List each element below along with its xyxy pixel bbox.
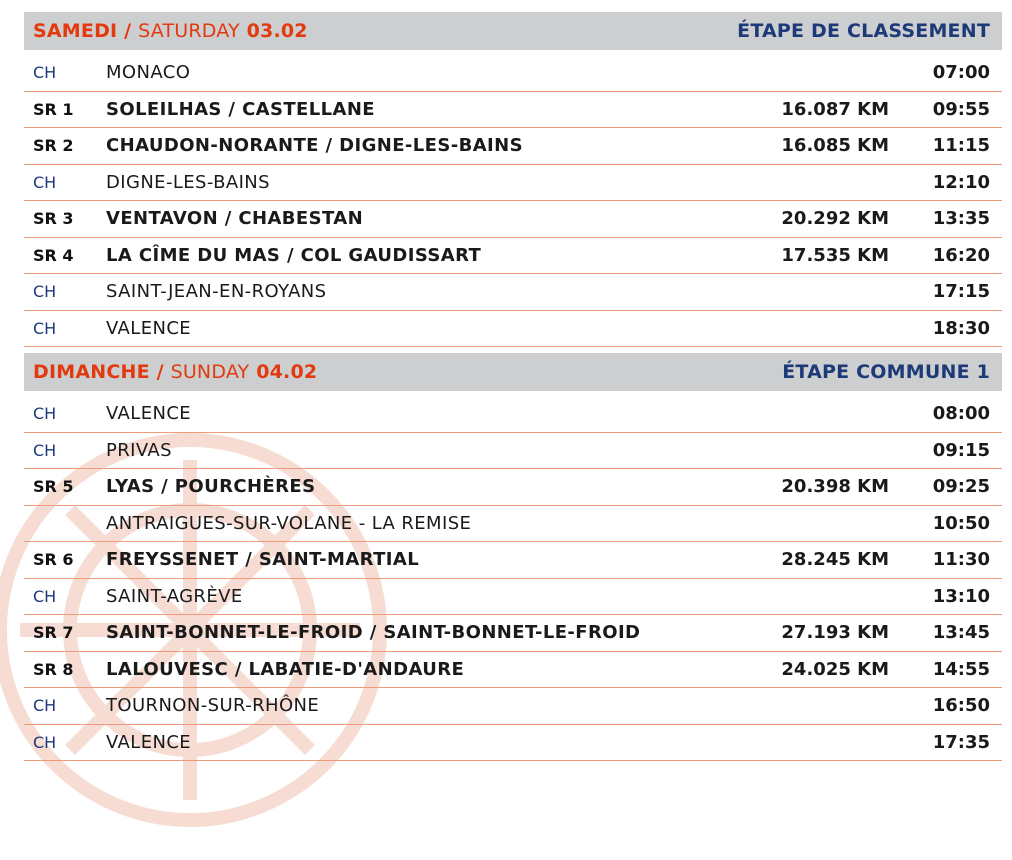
start-time: 16:50 bbox=[932, 695, 990, 717]
start-time: 07:00 bbox=[932, 62, 990, 84]
table-row bbox=[24, 725, 1002, 762]
table-row bbox=[24, 311, 1002, 348]
distance: 28.245 KM bbox=[781, 549, 889, 571]
distance: 24.025 KM bbox=[781, 658, 889, 680]
location-name: LALOUVESC / LABATIE-D'ANDAURE bbox=[106, 658, 465, 680]
stage-code: CH bbox=[33, 440, 57, 460]
schedule-table bbox=[24, 12, 1002, 761]
table-row bbox=[24, 55, 1002, 92]
start-time: 17:35 bbox=[932, 731, 990, 753]
distance: 16.087 KM bbox=[781, 98, 889, 120]
stage-code: CH bbox=[33, 732, 57, 752]
start-time: 09:55 bbox=[932, 98, 990, 120]
day-name-en: SUNDAY bbox=[170, 361, 250, 383]
start-time: 13:35 bbox=[932, 208, 990, 230]
location-name: VALENCE bbox=[106, 317, 192, 339]
day-header bbox=[24, 353, 1002, 391]
start-time: 16:20 bbox=[932, 244, 990, 266]
location-name: SAINT-AGRÈVE bbox=[106, 585, 243, 607]
location-name: MONACO bbox=[106, 62, 191, 84]
table-row bbox=[24, 201, 1002, 238]
start-time: 11:30 bbox=[932, 549, 990, 571]
day-title bbox=[33, 361, 317, 383]
day-name-en: SATURDAY bbox=[138, 20, 240, 42]
table-row bbox=[24, 506, 1002, 543]
stage-code: CH bbox=[33, 282, 57, 302]
table-row bbox=[24, 615, 1002, 652]
stage-code: SR 8 bbox=[33, 659, 74, 679]
location-name: VENTAVON / CHABESTAN bbox=[106, 208, 364, 230]
start-time: 09:15 bbox=[932, 439, 990, 461]
location-name: VALENCE bbox=[106, 403, 192, 425]
stage-code: CH bbox=[33, 586, 57, 606]
table-row bbox=[24, 542, 1002, 579]
day-name-fr: DIMANCHE / bbox=[33, 361, 164, 383]
distance: 27.193 KM bbox=[781, 622, 889, 644]
table-row bbox=[24, 433, 1002, 470]
location-name: ANTRAIGUES-SUR-VOLANE - LA REMISE bbox=[106, 512, 472, 534]
distance: 20.292 KM bbox=[781, 208, 889, 230]
start-time: 17:15 bbox=[932, 281, 990, 303]
location-name: LA CÎME DU MAS / COL GAUDISSART bbox=[106, 244, 482, 266]
day-date: 04.02 bbox=[256, 361, 318, 383]
table-row bbox=[24, 128, 1002, 165]
location-name: CHAUDON-NORANTE / DIGNE-LES-BAINS bbox=[106, 135, 523, 157]
distance: 20.398 KM bbox=[781, 476, 889, 498]
location-name: SOLEILHAS / CASTELLANE bbox=[106, 98, 375, 120]
location-name: LYAS / POURCHÈRES bbox=[106, 476, 316, 498]
location-name: FREYSSENET / SAINT-MARTIAL bbox=[106, 549, 420, 571]
stage-code: SR 3 bbox=[33, 209, 74, 229]
start-time: 09:25 bbox=[932, 476, 990, 498]
table-row bbox=[24, 469, 1002, 506]
table-row bbox=[24, 396, 1002, 433]
start-time: 10:50 bbox=[932, 512, 990, 534]
stage-code: SR 6 bbox=[33, 550, 74, 570]
stage-code: CH bbox=[33, 696, 57, 716]
start-time: 14:55 bbox=[932, 658, 990, 680]
distance: 17.535 KM bbox=[781, 244, 889, 266]
stage-code: SR 5 bbox=[33, 477, 74, 497]
stage-code: CH bbox=[33, 318, 57, 338]
location-name: VALENCE bbox=[106, 731, 192, 753]
stage-code: CH bbox=[33, 172, 57, 192]
start-time: 11:15 bbox=[932, 135, 990, 157]
day-title bbox=[33, 20, 308, 42]
table-row bbox=[24, 274, 1002, 311]
table-row bbox=[24, 579, 1002, 616]
stage-code: SR 1 bbox=[33, 99, 74, 119]
location-name: TOURNON-SUR-RHÔNE bbox=[106, 695, 320, 717]
table-row bbox=[24, 652, 1002, 689]
stage-type: ÉTAPE DE CLASSEMENT bbox=[737, 20, 990, 42]
day-date: 03.02 bbox=[246, 20, 308, 42]
table-row bbox=[24, 165, 1002, 202]
table-row bbox=[24, 92, 1002, 129]
location-name: SAINT-JEAN-EN-ROYANS bbox=[106, 281, 327, 303]
table-row bbox=[24, 238, 1002, 275]
stage-code: SR 7 bbox=[33, 623, 74, 643]
stage-code: SR 2 bbox=[33, 136, 74, 156]
start-time: 08:00 bbox=[932, 403, 990, 425]
start-time: 18:30 bbox=[932, 317, 990, 339]
start-time: 13:10 bbox=[932, 585, 990, 607]
location-name: PRIVAS bbox=[106, 439, 172, 461]
location-name: SAINT-BONNET-LE-FROID / SAINT-BONNET-LE-FROID bbox=[106, 622, 641, 644]
table-row bbox=[24, 688, 1002, 725]
day-name-fr: SAMEDI / bbox=[33, 20, 132, 42]
start-time: 12:10 bbox=[932, 171, 990, 193]
stage-type: ÉTAPE COMMUNE 1 bbox=[782, 361, 990, 383]
distance: 16.085 KM bbox=[781, 135, 889, 157]
location-name: DIGNE-LES-BAINS bbox=[106, 171, 270, 193]
stage-code: CH bbox=[33, 404, 57, 424]
start-time: 13:45 bbox=[932, 622, 990, 644]
day-header bbox=[24, 12, 1002, 50]
stage-code: SR 4 bbox=[33, 245, 74, 265]
stage-code: CH bbox=[33, 63, 57, 83]
